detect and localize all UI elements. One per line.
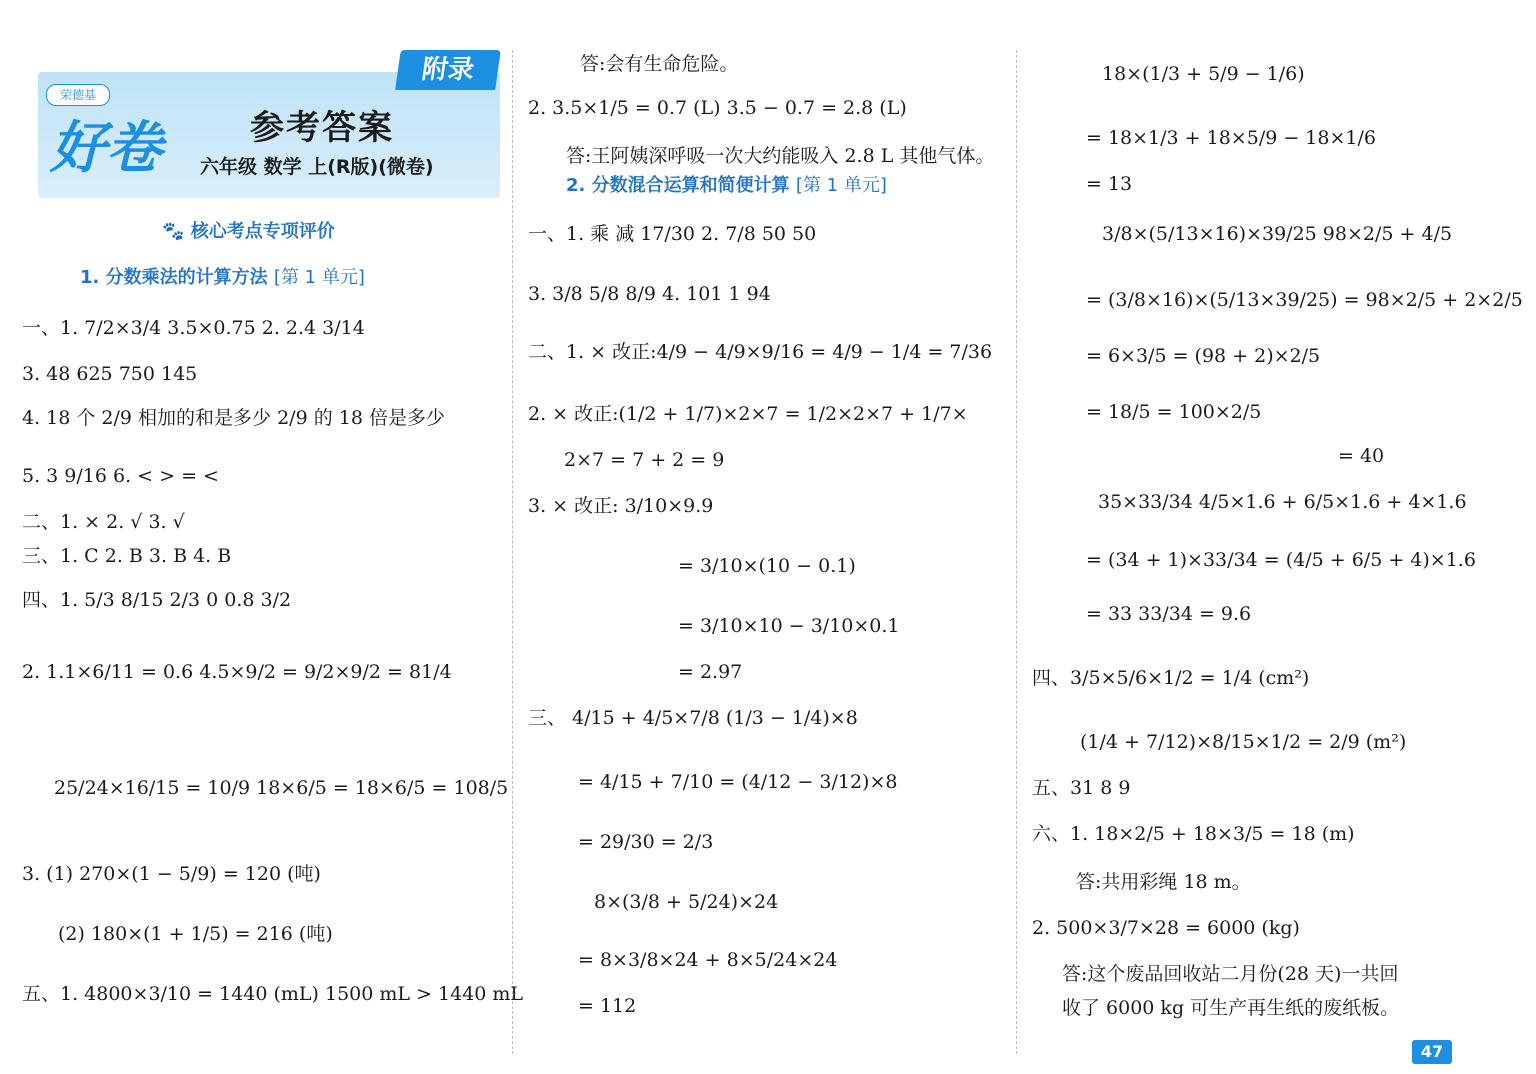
answer-line: 五、1. 4800×3/10 = 1440 (mL) 1500 mL > 1440 mL: [22, 983, 524, 1005]
answer-line: = 3/10×(10 − 0.1): [678, 555, 856, 577]
answer-line: 5. 3 9/16 6. < > = <: [22, 465, 219, 487]
column-divider: [1016, 50, 1017, 1054]
answer-line: 18×(1/3 + 5/9 − 1/6): [1102, 63, 1305, 85]
answer-line: 三、 4/15 + 4/5×7/8 (1/3 − 1/4)×8: [528, 707, 858, 729]
section-heading: 🐾 核心考点专项评价: [162, 221, 335, 242]
lesson-2-title: 2. 分数混合运算和简便计算 [第 1 单元]: [566, 175, 887, 196]
answer-line: 二、1. × 2. √ 3. √: [22, 511, 185, 533]
answer-line: 一、1. 乘 减 17/30 2. 7/8 50 50: [528, 223, 817, 245]
answer-line: 3. 3/8 5/8 8/9 4. 101 1 94: [528, 283, 771, 305]
answer-line: = 29/30 = 2/3: [578, 831, 714, 853]
answer-line: = 33 33/34 = 9.6: [1086, 603, 1252, 625]
answer-line: = 4/15 + 7/10 = (4/12 − 3/12)×8: [578, 771, 898, 793]
answer-column-3: [1032, 40, 1522, 1064]
answer-line: = 8×3/8×24 + 8×5/24×24: [578, 949, 838, 971]
answer-line: 答:这个废品回收站二月份(28 天)一共回: [1062, 963, 1399, 985]
answer-line: 8×(3/8 + 5/24)×24: [594, 891, 779, 913]
answer-line: (2) 180×(1 + 1/5) = 216 (吨): [58, 923, 333, 945]
answer-line: = 13: [1086, 173, 1133, 195]
answer-line: 二、1. × 改正:4/9 − 4/9×9/16 = 4/9 − 1/4 = 7/36: [528, 341, 993, 363]
answer-line: 3. × 改正: 3/10×9.9: [528, 495, 714, 517]
answer-line: 25/24×16/15 = 10/9 18×6/5 = 18×6/5 = 108/5: [54, 777, 509, 799]
answer-line: 2×7 = 7 + 2 = 9: [564, 449, 725, 471]
answer-column-2: [528, 40, 1008, 1064]
answer-line: = (3/8×16)×(5/13×39/25) = 98×2/5 + 2×2/5: [1086, 289, 1523, 311]
page-title: 参考答案: [250, 108, 394, 148]
answer-line: 2. × 改正:(1/2 + 1/7)×2×7 = 1/2×2×7 + 1/7×: [528, 403, 968, 425]
answer-line: 五、31 8 9: [1032, 777, 1131, 799]
lesson-1-title: 1. 分数乘法的计算方法 [第 1 单元]: [80, 267, 365, 288]
brand-badge: 荣德基: [46, 84, 110, 106]
answer-line: 四、3/5×5/6×1/2 = 1/4 (cm²): [1032, 667, 1310, 689]
answer-line: 3/8×(5/13×16)×39/25 98×2/5 + 4/5: [1102, 223, 1453, 245]
answer-line: 答:共用彩绳 18 m。: [1076, 871, 1251, 893]
page-subtitle: 六年级 数学 上(R版)(微卷): [200, 156, 434, 178]
answer-line: 六、1. 18×2/5 + 18×3/5 = 18 (m): [1032, 823, 1355, 845]
answer-line: = 18×1/3 + 18×5/9 − 18×1/6: [1086, 127, 1376, 149]
answer-line: 答:王阿姨深呼吸一次大约能吸入 2.8 L 其他气体。: [566, 145, 995, 167]
answer-line: 2. 1.1×6/11 = 0.6 4.5×9/2 = 9/2×9/2 = 81/4: [22, 661, 452, 683]
answer-line: 4. 18 个 2/9 相加的和是多少 2/9 的 18 倍是多少: [22, 407, 445, 429]
answer-line: 答:会有生命危险。: [580, 53, 739, 75]
answer-line: = 112: [578, 995, 637, 1017]
answer-line: = 3/10×10 − 3/10×0.1: [678, 615, 900, 637]
answer-line: = 40: [1338, 445, 1385, 467]
answer-line: 2. 500×3/7×28 = 6000 (kg): [1032, 917, 1300, 939]
page-number: 47: [1412, 1040, 1452, 1064]
answer-line: 35×33/34 4/5×1.6 + 6/5×1.6 + 4×1.6: [1098, 491, 1467, 513]
answer-line: 3. (1) 270×(1 − 5/9) = 120 (吨): [22, 863, 321, 885]
answer-line: 三、1. C 2. B 3. B 4. B: [22, 545, 232, 567]
answer-line: = 18/5 = 100×2/5: [1086, 401, 1262, 423]
answer-line: 2. 3.5×1/5 = 0.7 (L) 3.5 − 0.7 = 2.8 (L): [528, 97, 907, 119]
answer-line: 四、1. 5/3 8/15 2/3 0 0.8 3/2: [22, 589, 292, 611]
column-divider: [512, 50, 513, 1054]
appendix-tab: 附录: [395, 50, 501, 90]
answer-line: = (34 + 1)×33/34 = (4/5 + 6/5 + 4)×1.6: [1086, 549, 1476, 571]
answer-line: 一、1. 7/2×3/4 3.5×0.75 2. 2.4 3/14: [22, 317, 365, 339]
answer-line: (1/4 + 7/12)×8/15×1/2 = 2/9 (m²): [1080, 731, 1407, 753]
answer-column-1: [22, 40, 524, 1064]
answer-line: 收了 6000 kg 可生产再生纸的废纸板。: [1062, 997, 1400, 1019]
answer-line: = 2.97: [678, 661, 743, 683]
logo: 好卷: [50, 116, 162, 181]
answer-line: = 6×3/5 = (98 + 2)×2/5: [1086, 345, 1321, 367]
paw-icon: 🐾: [162, 221, 185, 242]
answer-line: 3. 48 625 750 145: [22, 363, 198, 385]
